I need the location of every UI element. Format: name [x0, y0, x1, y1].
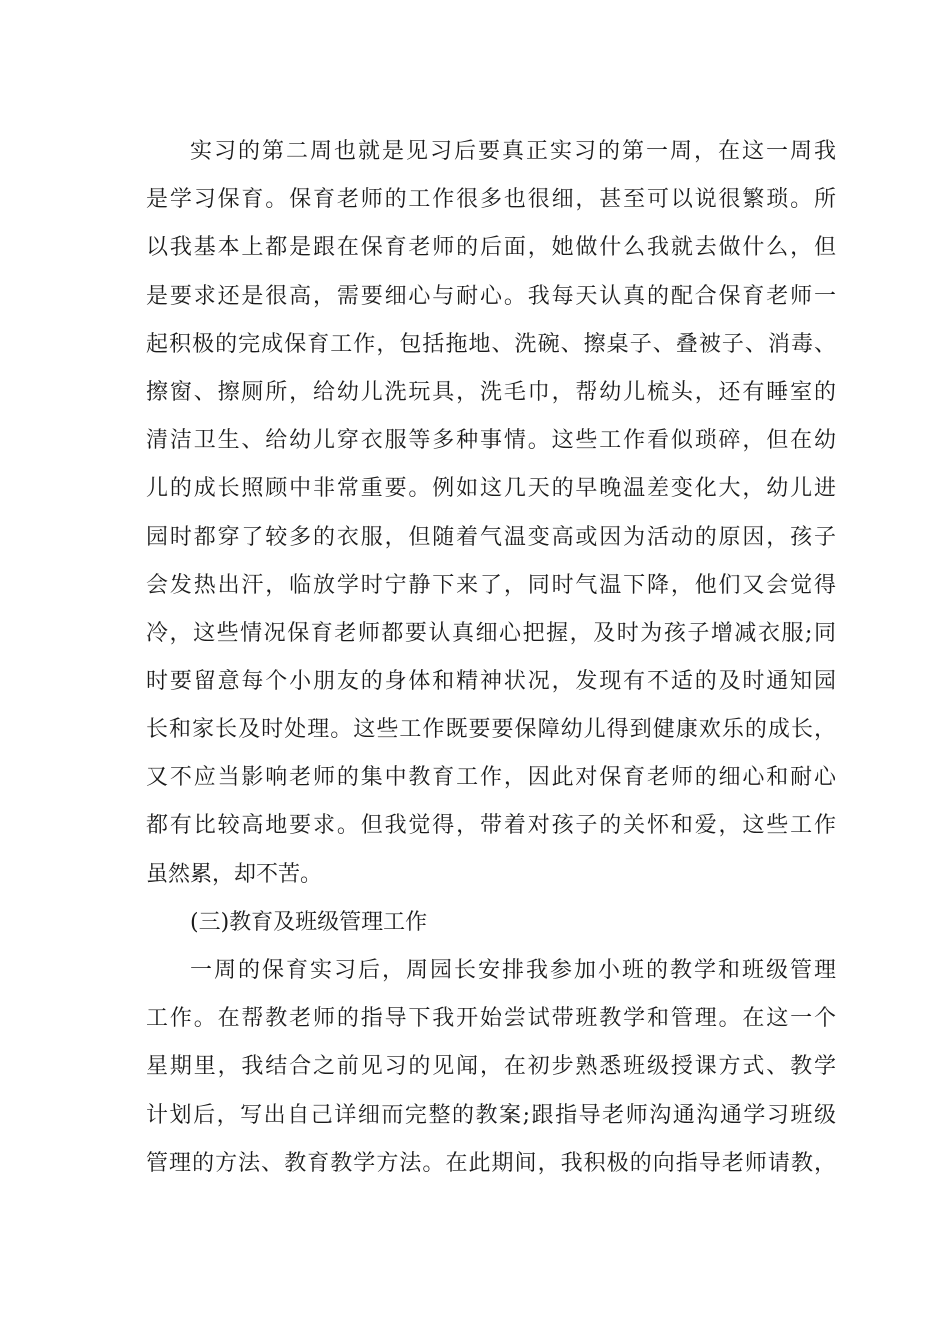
section-heading: (三)教育及班级管理工作 [190, 910, 428, 935]
paragraph-1-line-3: 以我基本上都是跟在保育老师的后面，她做什么我就去做什么，但 [146, 235, 836, 260]
paragraph-1-line-14: 又不应当影响老师的集中教育工作，因此对保育老师的细心和耐心 [146, 765, 836, 790]
paragraph-1-line-16: 虽然累，却不苦。 [146, 862, 323, 887]
paragraph-1-line-2: 是学习保育。保育老师的工作很多也很细，甚至可以说很繁琐。所 [146, 187, 836, 212]
paragraph-2-line-3: 星期里，我结合之前见习的见闻，在初步熟悉班级授课方式、教学 [146, 1054, 836, 1079]
paragraph-1-line-8: 儿的成长照顾中非常重要。例如这几天的早晚温差变化大，幼儿进 [146, 476, 836, 501]
paragraph-1-line-1: 实习的第二周也就是见习后要真正实习的第一周，在这一周我 [190, 139, 836, 164]
paragraph-1-line-4: 是要求还是很高，需要细心与耐心。我每天认真的配合保育老师一 [146, 284, 836, 309]
paragraph-1-line-10: 会发热出汗，临放学时宁静下来了，同时气温下降，他们又会觉得 [146, 573, 836, 598]
paragraph-2-line-1: 一周的保育实习后，周园长安排我参加小班的教学和班级管理 [190, 958, 836, 983]
paragraph-1-line-15: 都有比较高地要求。但我觉得，带着对孩子的关怀和爱，这些工作 [146, 813, 836, 838]
paragraph-2-line-5: 管理的方法、教育教学方法。在此期间，我积极的向指导老师请教， [146, 1151, 836, 1176]
paragraph-1-line-5: 起积极的完成保育工作，包括拖地、洗碗、擦桌子、叠被子、消毒、 [146, 332, 836, 357]
paragraph-1-line-11: 冷，这些情况保育老师都要认真细心把握，及时为孩子增减衣服;同 [146, 621, 836, 646]
paragraph-1-line-9: 园时都穿了较多的衣服，但随着气温变高或因为活动的原因，孩子 [146, 525, 836, 550]
paragraph-1-line-6: 擦窗、擦厕所，给幼儿洗玩具，洗毛巾，帮幼儿梳头，还有睡室的 [146, 380, 836, 405]
paragraph-1-line-12: 时要留意每个小朋友的身体和精神状况，发现有不适的及时通知园 [146, 669, 836, 694]
paragraph-1-line-7: 清洁卫生、给幼儿穿衣服等多种事情。这些工作看似琐碎，但在幼 [146, 428, 836, 453]
paragraph-1-line-13: 长和家长及时处理。这些工作既要要保障幼儿得到健康欢乐的成长， [146, 717, 836, 742]
paragraph-2-line-4: 计划后，写出自己详细而完整的教案;跟指导老师沟通沟通学习班级 [146, 1103, 836, 1128]
paragraph-2-line-2: 工作。在帮教老师的指导下我开始尝试带班教学和管理。在这一个 [146, 1006, 836, 1031]
